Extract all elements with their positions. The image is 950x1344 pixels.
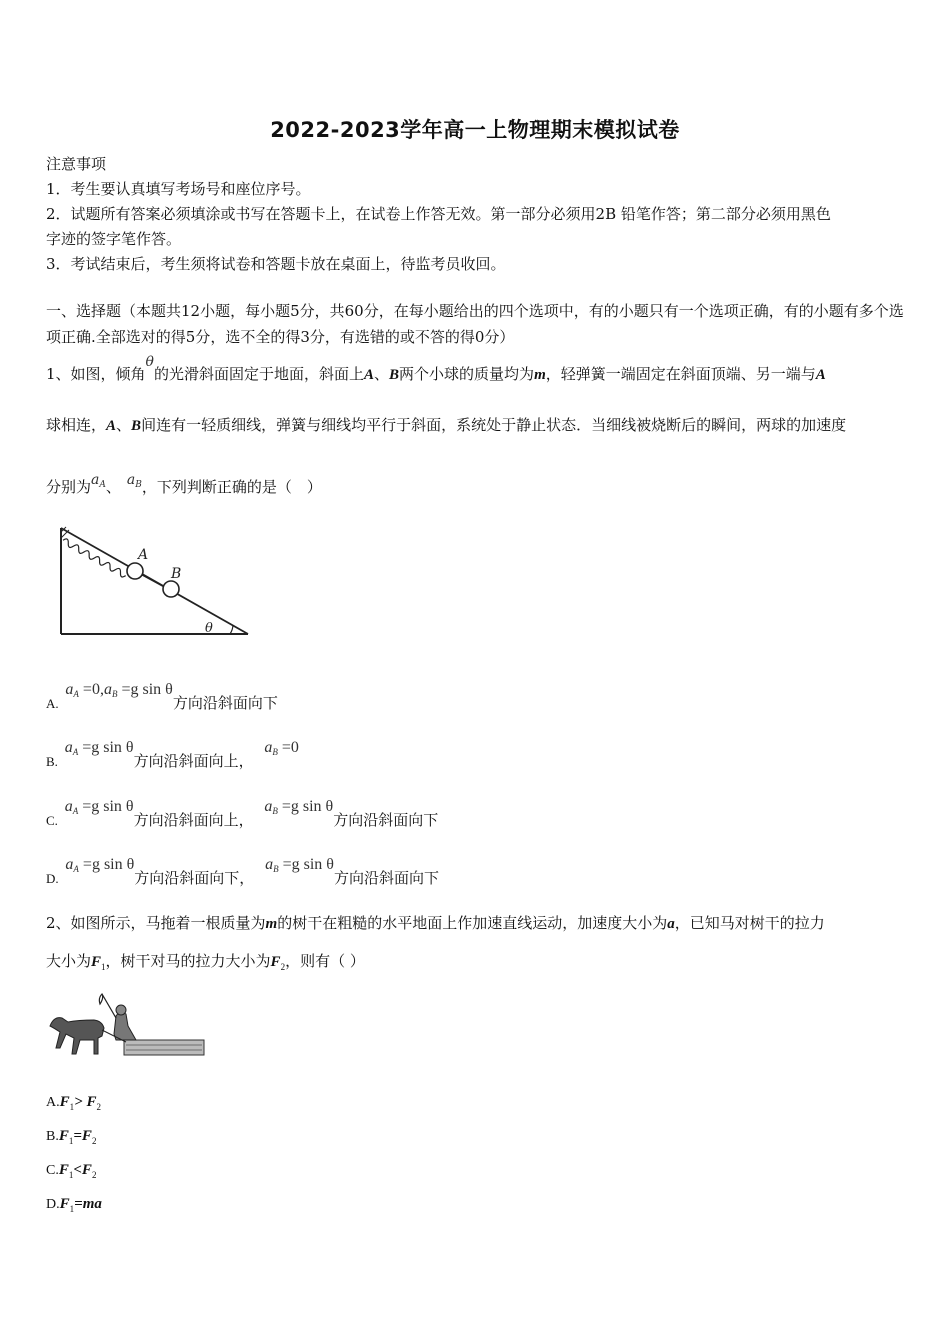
incline-line — [61, 528, 248, 634]
q2-option-c: $C.F_1<F_2$ — [46, 1162, 97, 1180]
rider-head — [116, 1005, 126, 1015]
notes-item: 1．考生要认真填写考场号和座位序号。 — [46, 180, 311, 198]
label-b: B — [171, 566, 182, 582]
q1-option-d: D. $a_A =g$ sin θ方向沿斜面向下， $a_B =g$ sin θ方向沿斜面向下 — [46, 856, 439, 887]
q2-option-a: $A.F_1> F_2$ — [46, 1094, 101, 1112]
incline-figure — [52, 522, 257, 642]
log-shape — [124, 1040, 204, 1055]
label-a: A — [138, 547, 149, 563]
ball-b — [163, 581, 179, 597]
angle-arc — [230, 625, 233, 634]
q1-line-1: 1、如图，倾角θ的光滑斜面固定于地面，斜面上A、B两个小球的质量均为m，轻弹簧一端固定在斜面顶端、另一端与A — [46, 354, 826, 383]
page-title: 2022-2023学年高一上物理期末模拟试卷 — [270, 118, 680, 142]
whip-line — [99, 994, 116, 1018]
q1-option-a: A. $a_A =0,a_B =g$ sin θ方向沿斜面向下 — [46, 681, 278, 712]
spring-coil — [62, 538, 128, 579]
notes-item: 3．考试结束后，考生须将试卷和答题卡放在桌面上，待监考员收回。 — [46, 255, 506, 273]
q1-option-b: B. $a_A =g$ sin θ方向沿斜面向上， $a_B =0$ — [46, 739, 299, 770]
notes-heading: 注意事项 — [46, 155, 107, 173]
horse-shape — [50, 1018, 104, 1054]
q2-option-b: $B.F_1=F_2$ — [46, 1128, 97, 1146]
thread-line — [142, 575, 164, 587]
notes-item: 字迹的签字笔作答。 — [46, 230, 182, 248]
notes-item: 2．试题所有答案必须填涂或书写在答题卡上，在试卷上作答无效。第一部分必须用2B 铅笔作答；第二部分必须用黑色 — [46, 205, 831, 223]
q2-line-1: 2、如图所示，马拖着一根质量为m的树干在粗糙的水平地面上作加速直线运动，加速度大小为a，已知马对树干的拉力 — [46, 914, 825, 932]
label-theta: θ — [205, 621, 213, 636]
horse-figure — [44, 990, 206, 1064]
q2-line-2: 大小为$F_1$，树干对马的拉力大小为$F_2$，则有（ ） — [46, 952, 365, 972]
q1-line-2: 球相连，A、B间连有一轻质细线，弹簧与细线均平行于斜面，系统处于静止状态．当细线被烧断后的瞬间，两球的加速度 — [46, 416, 847, 434]
rider-shape — [114, 1012, 136, 1040]
section-heading: 一、选择题（本题共12小题，每小题5分，共60分，在每小题给出的四个选项中，有的小题只有一个选项正确，有的小题有多个选项正确.全部选对的得5分，选不全的得3分，有选错的或不答的得0分） — [46, 302, 904, 346]
ball-a — [127, 563, 143, 579]
q2-option-d: $D.F_1=ma$ — [46, 1196, 102, 1214]
theta-symbol: θ — [145, 354, 154, 370]
q1-line-3: 分别为$a_A$、 $a_B$，下列判断正确的是（ ） — [46, 472, 322, 496]
q1-option-c: C. $a_A =g$ sin θ方向沿斜面向上， $a_B =g$ sin θ方向沿斜面向下 — [46, 798, 439, 829]
notes-block — [46, 152, 831, 277]
